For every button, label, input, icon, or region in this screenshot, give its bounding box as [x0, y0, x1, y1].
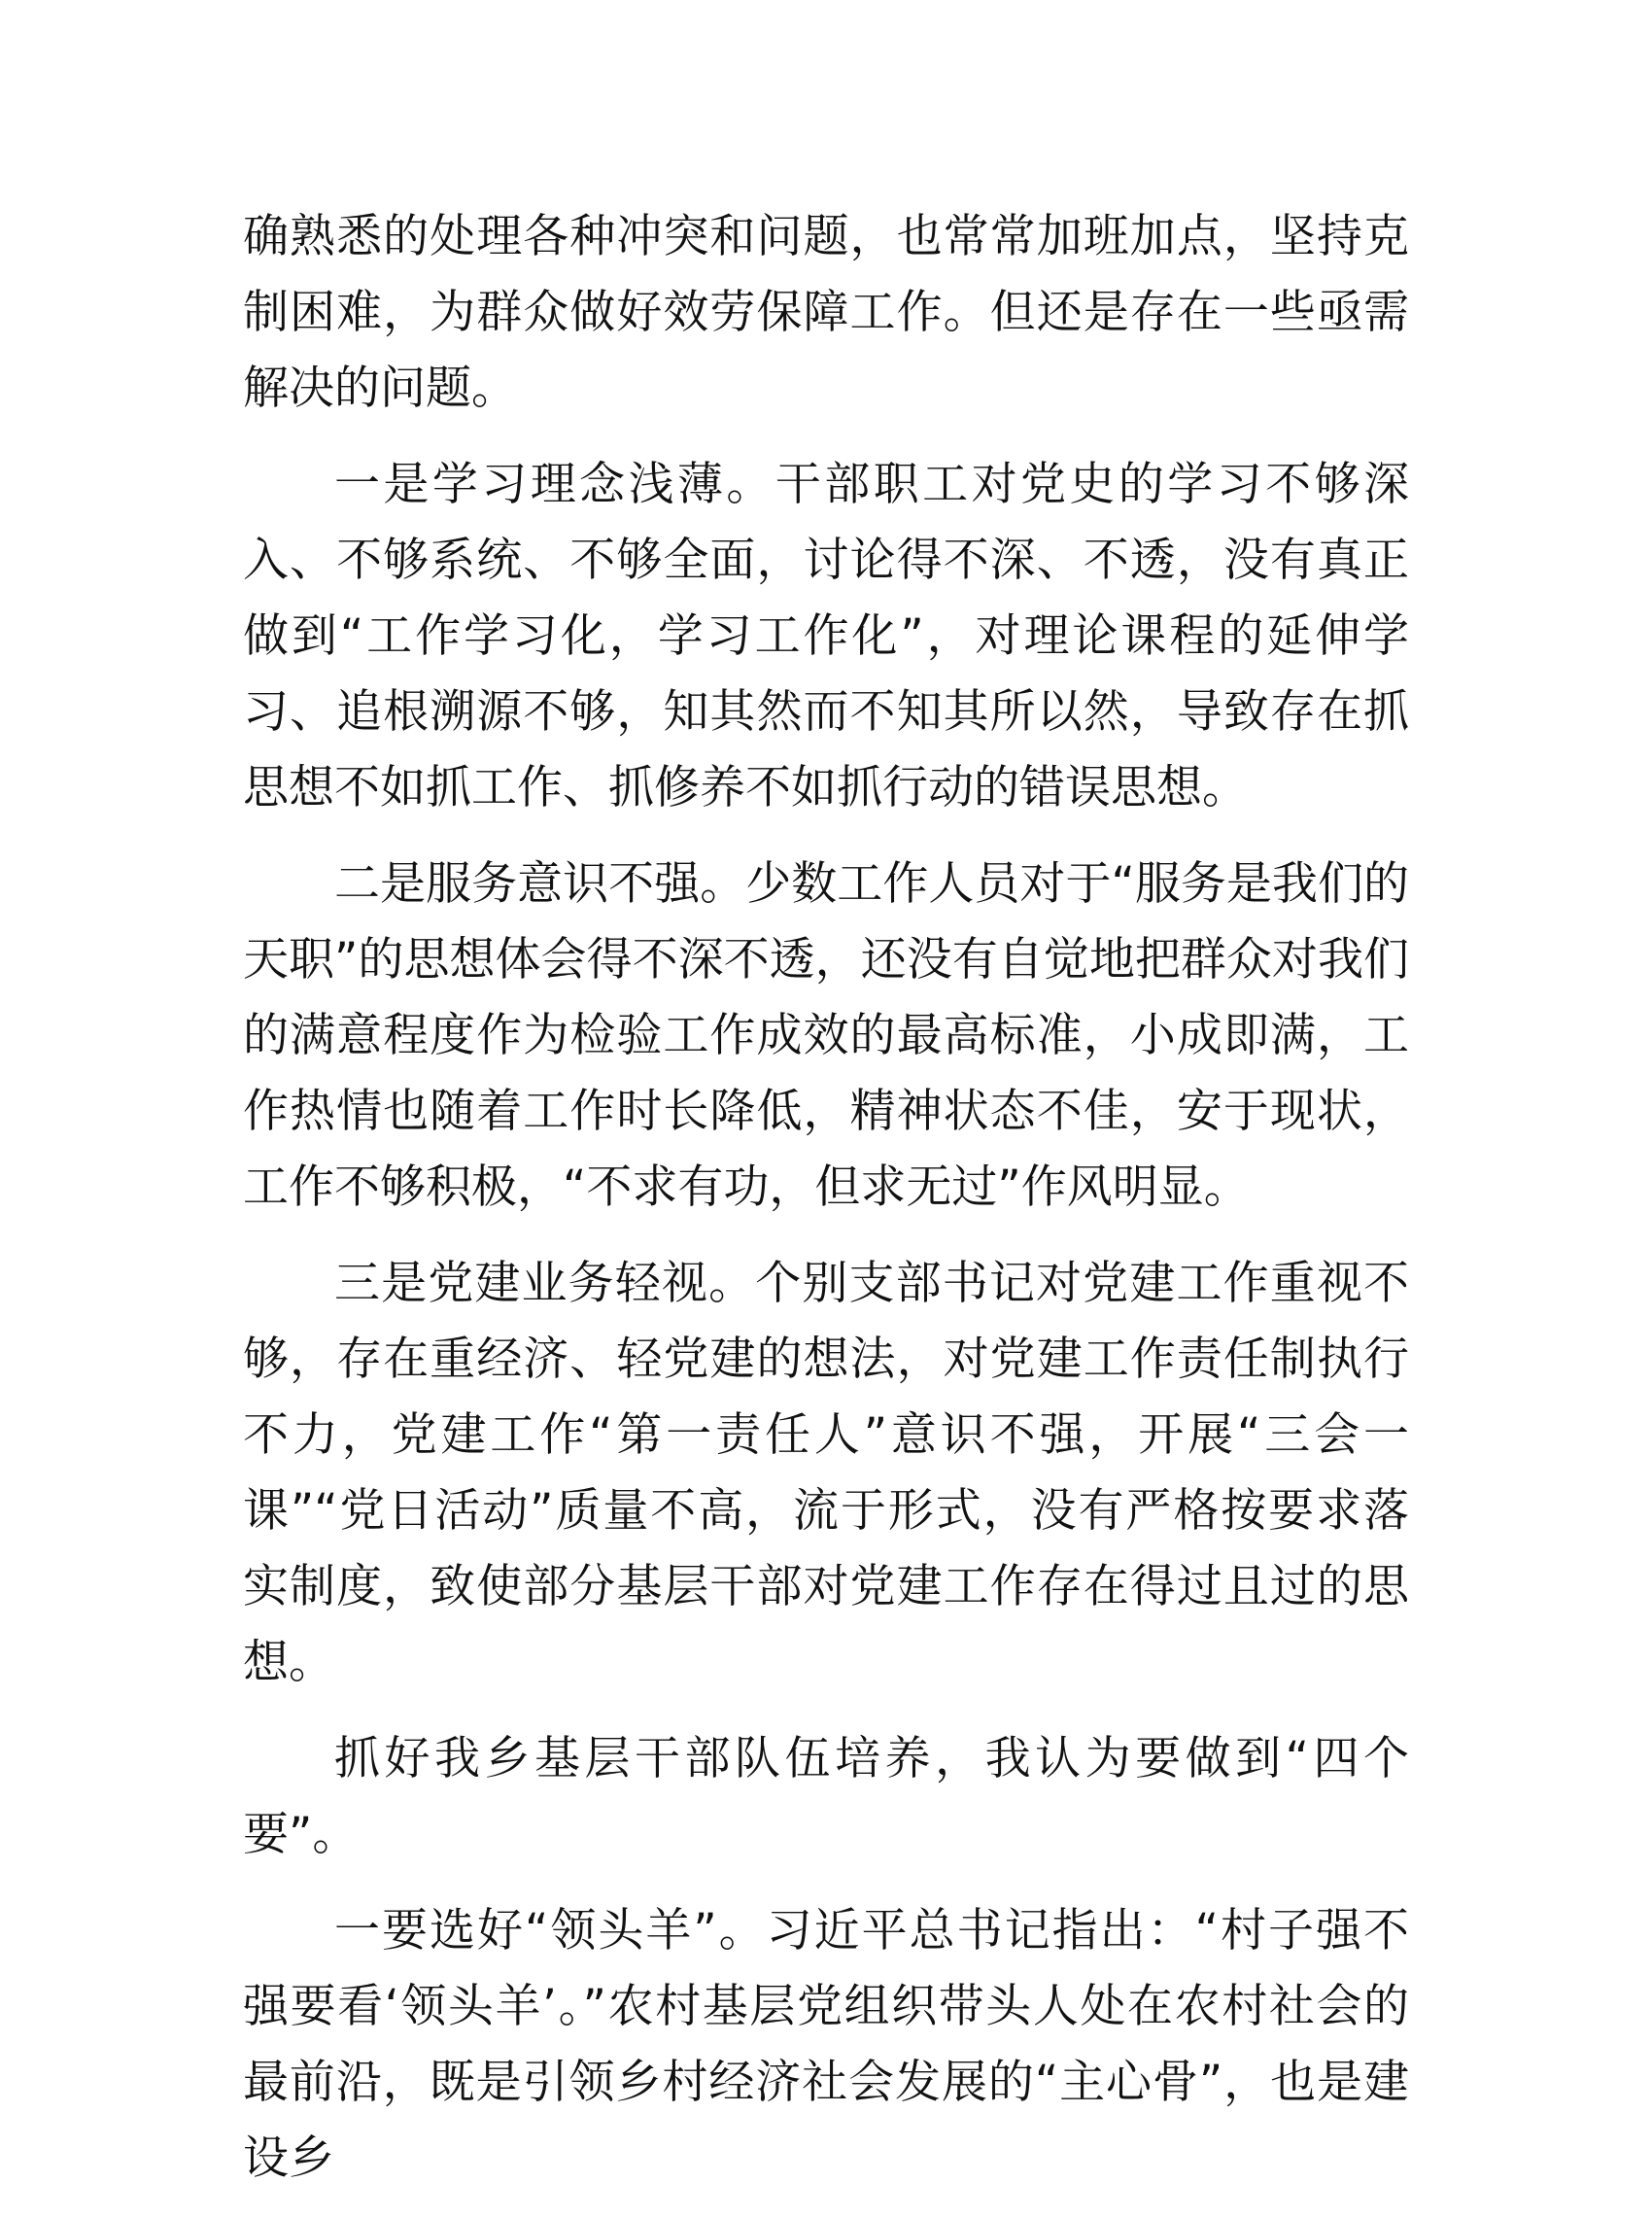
paragraph-lead-sheep: 一要选好“领头羊”。习近平总书记指出：“村子强不强要看‘领头羊’。”农村基层党组织带头人处在农村社会的最前沿，既是引领乡村经济社会发展的“主心骨”，也是建设乡	[243, 1904, 1409, 2185]
paragraph-continuation: 确熟悉的处理各种冲突和问题，也常常加班加点，坚持克制困难，为群众做好效劳保障工作。但还是存在一些亟需解决的问题。	[243, 210, 1409, 415]
paragraph-party-building: 三是党建业务轻视。个别支部书记对党建工作重视不够，存在重经济、轻党建的想法，对党建工作责任制执行不力，党建工作“第一责任人”意识不强，开展“三会一课”“党日活动”质量不高，流于形式，没有严格按要求落实制度，致使部分基层干部对党建工作存在得过且过的思想。	[243, 1257, 1409, 1689]
paragraph-study-concept: 一是学习理念浅薄。干部职工对党史的学习不够深入、不够系统、不够全面，讨论得不深、不透，没有真正做到“工作学习化，学习工作化”，对理论课程的延伸学习、追根溯源不够，知其然而不知其所以然，导致存在抓思想不如抓工作、抓修养不如抓行动的错误思想。	[243, 458, 1409, 814]
paragraph-service-awareness: 二是服务意识不强。少数工作人员对于“服务是我们的天职”的思想体会得不深不透，还没有自觉地把群众对我们的满意程度作为检验工作成效的最高标准，小成即满，工作热情也随着工作时长降低，精神状态不佳，安于现状，工作不够积极，“不求有功，但求无过”作风明显。	[243, 857, 1409, 1214]
paragraph-four-musts: 抓好我乡基层干部队伍培养，我认为要做到“四个要”。	[243, 1732, 1409, 1861]
body-text	[243, 199, 1409, 2217]
